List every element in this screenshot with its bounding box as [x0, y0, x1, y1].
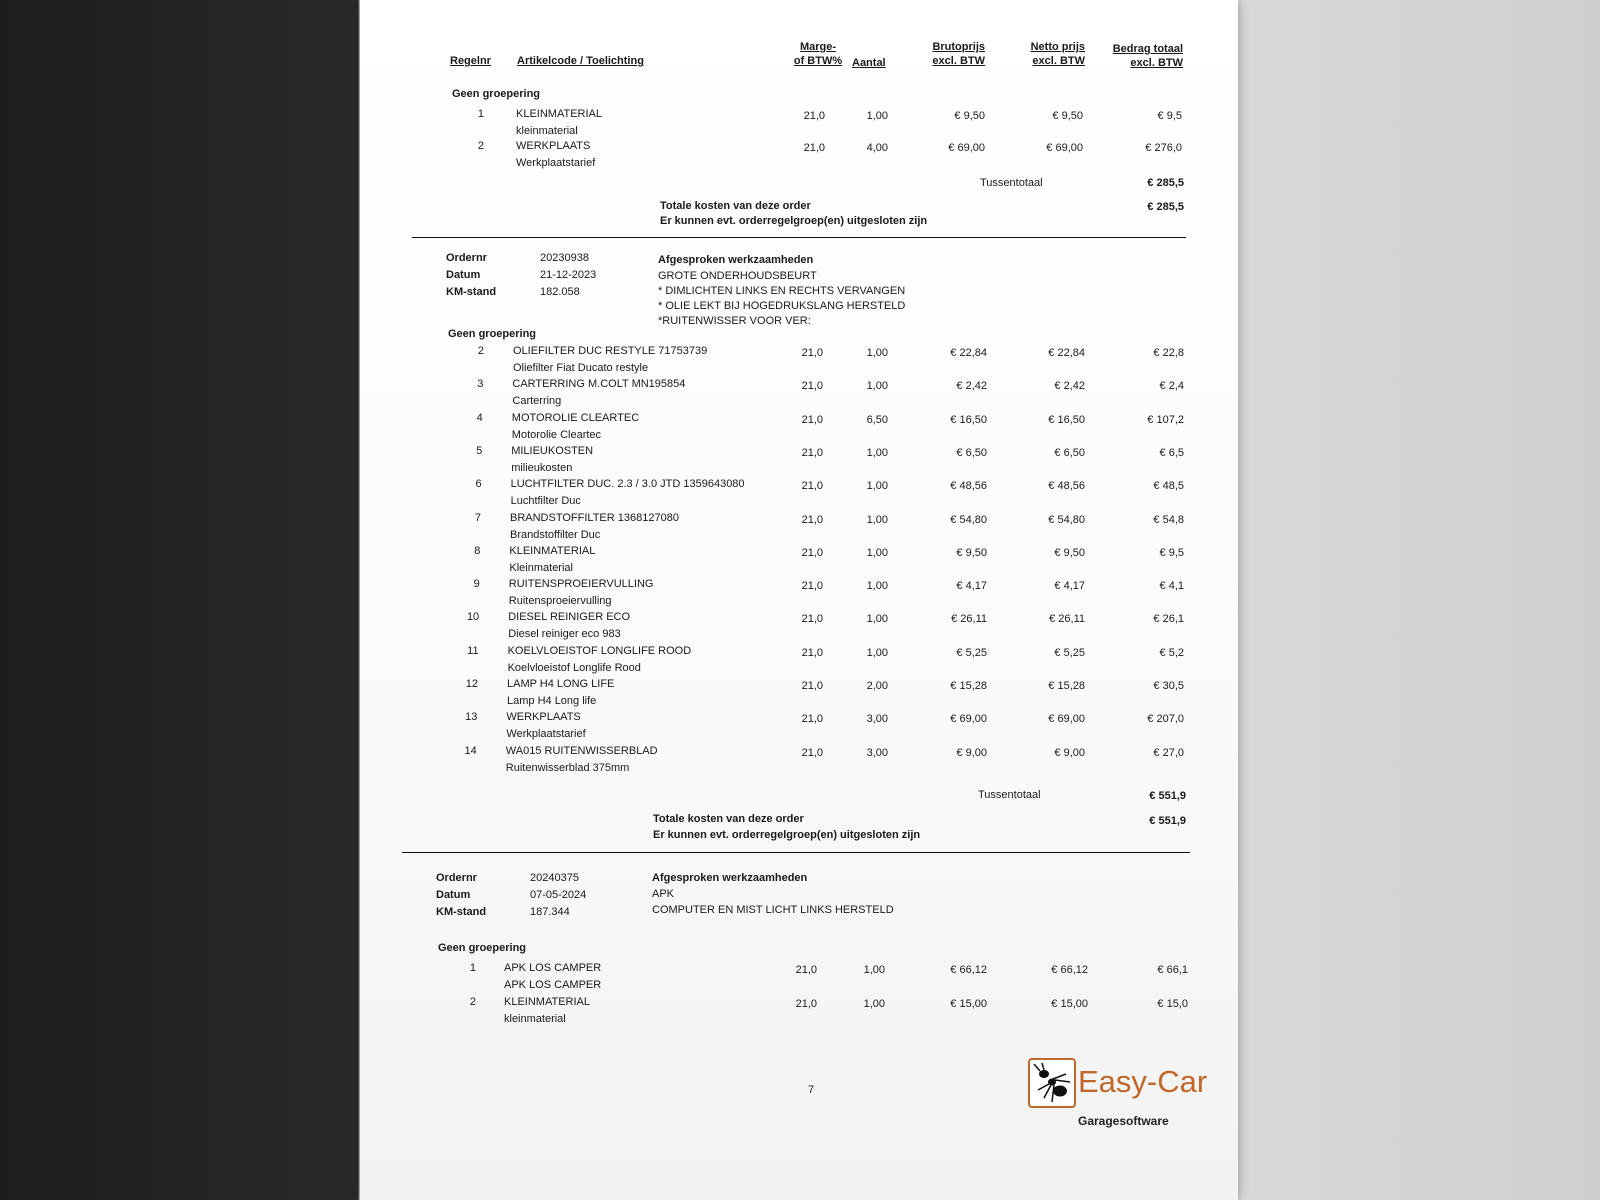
line-item-code: CARTERRING M.COLT MN195854	[512, 378, 686, 391]
order1-divider	[412, 237, 1186, 238]
col-bruto	[900, 40, 985, 68]
line-item-total: € 276,0	[1145, 142, 1182, 154]
line-item-netto: € 69,00	[1048, 713, 1085, 726]
order3-datum-label: Datum	[436, 889, 471, 901]
line-item-total: € 4,1	[1159, 580, 1184, 593]
order2-km-label: KM-stand	[446, 286, 497, 298]
line-item-btw: 21,0	[801, 646, 823, 659]
line-item-nr: 4	[476, 411, 483, 424]
line-item-btw: 21,0	[803, 142, 825, 154]
line-item-qty: 1,00	[863, 998, 885, 1010]
line-item-btw: 21,0	[801, 746, 823, 759]
line-item-row	[360, 962, 1238, 996]
line-item-row	[360, 478, 1238, 512]
line-item-desc: Diesel reiniger eco 983	[508, 628, 621, 641]
line-item-qty: 3,00	[866, 746, 888, 759]
line-item-total: € 66,1	[1157, 964, 1188, 976]
col-bedrag	[1098, 42, 1183, 70]
order3-ordernr: 20240375	[530, 872, 579, 884]
line-item-btw: 21,0	[795, 998, 817, 1010]
col-regelnr: Regelnr	[450, 55, 491, 67]
line-item-bruto: € 69,00	[950, 713, 987, 726]
line-item-bruto: € 15,00	[950, 998, 987, 1010]
line-item-qty: 1,00	[866, 347, 888, 359]
line-item-netto: € 9,00	[1054, 746, 1085, 759]
line-item-code: APK LOS CAMPER	[504, 962, 602, 974]
line-item-row	[360, 996, 1238, 1030]
line-item-netto: € 16,50	[1048, 413, 1085, 426]
order1-note: Er kunnen evt. orderregelgroep(en) uitgesloten zijn	[660, 215, 928, 227]
line-item-qty: 1,00	[866, 613, 888, 626]
line-item-total: € 22,8	[1153, 347, 1184, 359]
line-item-btw: 21,0	[801, 580, 823, 593]
line-item-bruto: € 5,25	[956, 646, 987, 659]
line-item-total: € 9,5	[1157, 110, 1182, 122]
line-item-row	[360, 108, 1238, 142]
line-item-desc: Kleinmaterial	[509, 561, 573, 574]
line-item-code: WA015 RUITENWISSERBLAD	[505, 744, 658, 757]
line-item-netto: € 26,11	[1049, 613, 1085, 626]
line-item-desc: Ruitensproeiervulling	[508, 595, 612, 608]
line-item-nr: 1	[477, 108, 484, 120]
line-item-netto: € 69,00	[1046, 142, 1083, 154]
line-item-nr: 5	[476, 444, 483, 457]
line-item-qty: 1,00	[866, 646, 888, 659]
order1-total-value: € 285,5	[1147, 201, 1184, 213]
line-item-total: € 15,0	[1157, 998, 1188, 1010]
line-item-desc: Ruitenwisserblad 375mm	[505, 761, 630, 774]
invoice-page	[360, 0, 1238, 1200]
order1-group-label: Geen groepering	[452, 88, 541, 100]
line-item-desc: milieukosten	[511, 461, 573, 474]
line-item-nr: 6	[475, 478, 482, 491]
order2-work-line: *RUITENWISSER VOOR VER:	[658, 315, 811, 327]
line-item-qty: 1,00	[863, 964, 885, 976]
line-item-total: € 2,4	[1159, 380, 1184, 393]
line-item-nr: 1	[469, 962, 476, 974]
line-item-desc: Motorolie Cleartec	[511, 428, 602, 441]
order2-datum: 21-12-2023	[540, 269, 597, 281]
col-bruto-line2: excl. BTW	[932, 55, 985, 67]
line-item-desc: Carterring	[512, 395, 562, 408]
col-marge-line2: of BTW%	[793, 55, 843, 67]
line-item-desc: kleinmaterial	[504, 1013, 566, 1025]
col-marge-line1: Marge-	[799, 41, 837, 53]
line-item-row	[360, 711, 1238, 745]
line-item-qty: 1,00	[866, 110, 888, 122]
order3-group-label: Geen groepering	[438, 942, 527, 954]
page-number: 7	[808, 1084, 815, 1096]
line-item-total: € 5,2	[1159, 646, 1184, 659]
line-item-btw: 21,0	[801, 513, 823, 526]
line-item-netto: € 66,12	[1051, 964, 1088, 976]
order2-datum-label: Datum	[446, 269, 481, 281]
line-item-netto: € 4,17	[1054, 580, 1085, 593]
order2-group-label: Geen groepering	[448, 328, 537, 340]
order3-work-title: Afgesproken werkzaamheden	[652, 872, 808, 884]
line-item-qty: 1,00	[866, 446, 888, 459]
line-item-bruto: € 54,80	[950, 513, 987, 526]
line-item-total: € 207,0	[1147, 713, 1184, 726]
line-item-nr: 2	[477, 140, 484, 152]
line-item-row	[360, 611, 1238, 645]
order2-work-title: Afgesproken werkzaamheden	[658, 254, 814, 266]
line-item-bruto: € 66,12	[950, 964, 987, 976]
line-item-row	[360, 140, 1238, 174]
line-item-nr: 3	[477, 378, 484, 391]
line-item-desc: Brandstoffilter Duc	[510, 528, 601, 541]
line-item-row	[360, 545, 1238, 579]
line-item-btw: 21,0	[801, 347, 823, 359]
col-bedrag-line1: Bedrag totaal	[1112, 43, 1183, 55]
line-item-netto: € 15,28	[1048, 680, 1085, 692]
order2-total-value: € 551,9	[1149, 815, 1186, 827]
line-item-qty: 1,00	[866, 546, 888, 559]
line-item-total: € 48,5	[1153, 480, 1184, 493]
line-item-netto: € 9,50	[1054, 546, 1085, 559]
line-item-row	[360, 745, 1238, 779]
line-item-total: € 30,5	[1153, 680, 1184, 692]
line-item-netto: € 2,42	[1054, 380, 1085, 393]
line-item-total: € 26,1	[1153, 613, 1184, 626]
line-item-row	[360, 412, 1238, 446]
logo-text: Easy-Car	[1078, 1064, 1208, 1099]
line-item-code: KLEINMATERIAL	[509, 544, 596, 557]
line-item-btw: 21,0	[801, 680, 823, 692]
col-bedrag-line2: excl. BTW	[1130, 57, 1183, 69]
line-item-qty: 2,00	[866, 680, 888, 692]
col-aantal: Aantal	[852, 57, 886, 69]
line-item-row	[360, 645, 1238, 679]
order2-work-line: * OLIE LEKT BIJ HOGEDRUKSLANG HERSTELD	[658, 300, 906, 312]
line-item-bruto: € 9,50	[954, 110, 985, 122]
line-item-bruto: € 9,50	[956, 546, 987, 559]
order2-divider	[402, 852, 1190, 853]
col-netto	[1000, 40, 1085, 68]
line-item-code: KLEINMATERIAL	[516, 108, 602, 120]
line-item-btw: 21,0	[801, 480, 823, 493]
line-item-btw: 21,0	[801, 713, 823, 726]
line-item-code: DIESEL REINIGER ECO	[508, 611, 631, 624]
line-item-netto: € 9,50	[1052, 110, 1083, 122]
line-item-btw: 21,0	[803, 110, 825, 122]
line-item-bruto: € 26,11	[951, 613, 987, 626]
line-item-qty: 1,00	[866, 580, 888, 593]
line-item-row	[360, 345, 1238, 379]
line-item-code: WERKPLAATS	[506, 711, 581, 724]
col-netto-line2: excl. BTW	[1032, 55, 1085, 67]
line-item-code: RUITENSPROEIERVULLING	[508, 578, 654, 591]
ant-logo-icon	[1028, 1058, 1076, 1108]
line-item-desc: Oliefilter Fiat Ducato restyle	[513, 362, 649, 374]
order2-work-line: * DIMLICHTEN LINKS EN RECHTS VERVANGEN	[658, 285, 906, 297]
order2-km: 182.058	[540, 286, 580, 298]
line-item-btw: 21,0	[801, 413, 823, 426]
line-item-desc: Lamp H4 Long life	[507, 695, 597, 707]
order1-subtotal-label: Tussentotaal	[980, 177, 1043, 189]
order3-work-line: COMPUTER EN MIST LICHT LINKS HERSTELD	[652, 904, 894, 916]
line-item-btw: 21,0	[801, 613, 823, 626]
line-item-btw: 21,0	[801, 446, 823, 459]
order2-subtotal-value: € 551,9	[1149, 790, 1186, 802]
order2-ordernr-label: Ordernr	[446, 252, 487, 264]
line-item-nr: 14	[464, 744, 477, 757]
col-bruto-line1: Brutoprijs	[932, 41, 985, 53]
line-item-bruto: € 4,17	[956, 580, 987, 593]
line-item-qty: 1,00	[866, 480, 888, 493]
line-item-bruto: € 48,56	[950, 480, 987, 493]
col-marge	[788, 40, 848, 68]
logo-subtitle: Garagesoftware	[1078, 1114, 1169, 1128]
line-item-nr: 2	[477, 345, 484, 357]
col-artikel: Artikelcode / Toelichting	[517, 55, 644, 67]
order2-total-label: Totale kosten van deze order	[653, 813, 804, 825]
line-item-desc: Luchtfilter Duc	[510, 495, 581, 508]
line-item-code: WERKPLAATS	[516, 140, 591, 152]
col-netto-line1: Netto prijs	[1030, 41, 1085, 53]
line-item-bruto: € 69,00	[948, 142, 985, 154]
line-item-nr: 10	[466, 611, 480, 624]
line-item-nr: 2	[469, 996, 476, 1008]
order2-subtotal-label: Tussentotaal	[978, 789, 1041, 801]
line-item-code: KOELVLOEISTOF LONGLIFE ROOD	[507, 644, 692, 657]
line-item-netto: € 54,80	[1048, 513, 1085, 526]
order3-km: 187.344	[530, 906, 570, 918]
line-item-code: MOTOROLIE CLEARTEC	[511, 411, 640, 424]
line-item-qty: 1,00	[866, 513, 888, 526]
line-item-code: OLIEFILTER DUC RESTYLE 71753739	[513, 345, 708, 357]
line-item-bruto: € 15,28	[950, 680, 987, 692]
line-item-code: BRANDSTOFFILTER 1368127080	[510, 511, 679, 524]
line-item-desc: APK LOS CAMPER	[504, 979, 602, 991]
line-item-total: € 6,5	[1159, 446, 1184, 459]
line-item-desc: Koelvloeistof Longlife Rood	[507, 661, 641, 674]
line-item-btw: 21,0	[795, 964, 817, 976]
line-item-desc: Werkplaatstarief	[506, 728, 586, 741]
order2-note: Er kunnen evt. orderregelgroep(en) uitgesloten zijn	[653, 829, 921, 841]
line-item-row	[360, 512, 1238, 546]
line-item-netto: € 48,56	[1048, 480, 1085, 493]
line-item-row	[360, 378, 1238, 412]
line-item-nr: 8	[474, 544, 481, 557]
order1-subtotal-value: € 285,5	[1147, 177, 1184, 189]
order1-total-label: Totale kosten van deze order	[660, 200, 811, 212]
line-item-code: KLEINMATERIAL	[504, 996, 590, 1008]
line-item-qty: 6,50	[866, 413, 888, 426]
line-item-netto: € 15,00	[1051, 998, 1088, 1010]
line-item-nr: 13	[465, 711, 478, 724]
order2-ordernr: 20230938	[540, 252, 589, 264]
line-item-bruto: € 22,84	[950, 347, 987, 359]
line-item-qty: 4,00	[866, 142, 888, 154]
line-item-netto: € 22,84	[1048, 347, 1085, 359]
line-item-btw: 21,0	[801, 546, 823, 559]
line-item-bruto: € 9,00	[956, 746, 987, 759]
line-item-btw: 21,0	[801, 380, 823, 393]
line-item-total: € 9,5	[1159, 546, 1184, 559]
order3-ordernr-label: Ordernr	[436, 872, 477, 884]
line-item-qty: 3,00	[866, 713, 888, 726]
line-item-bruto: € 6,50	[956, 446, 987, 459]
line-item-netto: € 6,50	[1054, 446, 1085, 459]
line-item-desc: kleinmaterial	[516, 125, 578, 137]
order3-work-line: APK	[652, 888, 675, 900]
line-item-nr: 7	[474, 511, 481, 524]
line-item-bruto: € 2,42	[956, 380, 987, 393]
line-item-qty: 1,00	[866, 380, 888, 393]
line-item-row	[360, 678, 1238, 712]
line-item-row	[360, 445, 1238, 479]
line-item-code: LUCHTFILTER DUC. 2.3 / 3.0 JTD 1359643080	[510, 478, 745, 491]
line-item-total: € 27,0	[1153, 746, 1184, 759]
line-item-bruto: € 16,50	[950, 413, 987, 426]
line-item-netto: € 5,25	[1054, 646, 1085, 659]
line-item-nr: 9	[473, 578, 480, 591]
line-item-nr: 11	[467, 644, 479, 657]
line-item-total: € 54,8	[1153, 513, 1184, 526]
line-item-code: MILIEUKOSTEN	[511, 444, 594, 457]
line-item-code: LAMP H4 LONG LIFE	[507, 678, 615, 690]
line-item-row	[360, 578, 1238, 612]
order2-work-line: GROTE ONDERHOUDSBEURT	[658, 270, 817, 282]
order3-datum: 07-05-2024	[530, 889, 587, 901]
line-item-total: € 107,2	[1147, 413, 1184, 426]
order3-km-label: KM-stand	[436, 906, 487, 918]
line-item-desc: Werkplaatstarief	[516, 157, 596, 169]
line-item-nr: 12	[465, 678, 478, 690]
